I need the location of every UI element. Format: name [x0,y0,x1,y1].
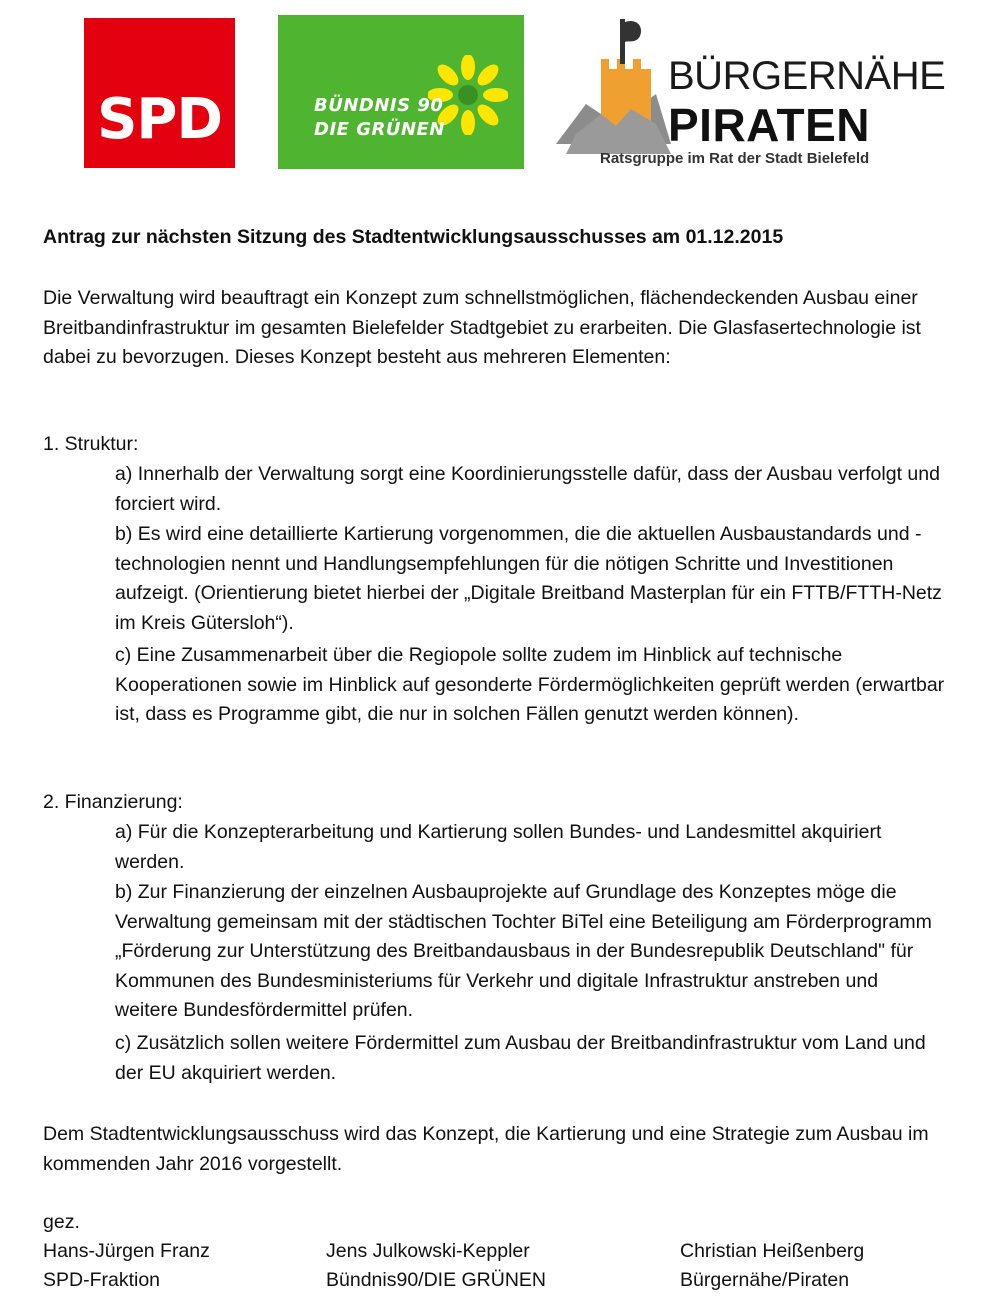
piraten-logo-name1: BÜRGERNÄHE [668,54,946,98]
castle-flag-icon [556,14,676,164]
closing-paragraph: Dem Stadtentwicklungsausschuss wird das Konzept, die Kartierung und eine Strategie zum Ausbau im kommenden Jahr 2016 vorgestellt. [43,1123,929,1175]
document-title: Antrag zur nächsten Sitzung des Stadtentwicklungsausschusses am 01.12.2015 [43,226,784,248]
intro-paragraph: Die Verwaltung wird beauftragt ein Konzept zum schnellstmöglichen, flächendeckenden Ausbau einer Breitbandinfrastruktur im gesamten Bielefelder Stadtgebiet zu erarbeiten. Die Glasfasertechnologie ist dabei zu bevorzugen. Dieses Konzept besteht aus mehreren Elementen: [43,287,921,369]
spd-logo [84,18,235,168]
spd-logo-text: SPD [97,87,222,152]
section1-item-a: a) Innerhalb der Verwaltung sorgt eine Koordinierungsstelle dafür, dass der Ausbau verfolgt und forciert wird. [115,463,940,515]
signatory-name: Jens Julkowski-Keppler [326,1240,530,1262]
signatory-name: Christian Heißenberg [680,1240,865,1262]
signatory-group: SPD-Fraktion [43,1269,161,1291]
signatory-name: Hans-Jürgen Franz [43,1240,210,1262]
section1-heading: 1. Struktur: [43,433,139,455]
section2-item-c: c) Zusätzlich sollen weitere Fördermittel zum Ausbau der Breitbandinfrastruktur vom Land und der EU akquiriert werden. [115,1032,926,1084]
gez-label: gez. [43,1211,80,1233]
section2-item-a: a) Für die Konzepterarbeitung und Kartierung sollen Bundes- und Landesmittel akquiriert werden. [115,821,882,873]
gruene-logo [278,15,524,169]
piraten-logo [548,14,946,168]
piraten-logo-subtitle: Ratsgruppe im Rat der Stadt Bielefeld [600,150,870,167]
piraten-logo-name2: PIRATEN [668,99,870,151]
section1-item-c: c) Eine Zusammenarbeit über die Regiopole sollte zudem im Hinblick auf technische Kooperationen sowie im Hinblick auf gesonderte Fördermöglichkeiten geprüft werden (erwartbar ist, dass es Programme gibt, die nur in solchen Fällen genutzt werden können). [115,644,945,726]
gruene-logo-line2: DIE GRÜNEN [314,119,445,140]
section2-heading: 2. Finanzierung: [43,791,183,813]
signatory-group: Bündnis90/DIE GRÜNEN [326,1269,547,1291]
section2-item-b: b) Zur Finanzierung der einzelnen Ausbauprojekte auf Grundlage des Konzeptes möge die Verwaltung gemeinsam mit der städtischen Tochter BiTel eine Beteiligung am Förderprogramm „Förderung zur Unterstützung des Breitbandausbaus in der Bundesrepublik Deutschland" für Kommunen des Bundesministeriums für Verkehr und digitale Infrastruktur anstreben und weitere Bundesfördermittel prüfen. [115,881,932,1022]
gruene-logo-line1: BÜNDNIS 90 [314,95,444,116]
signatory-group: Bürgernähe/Piraten [680,1269,850,1291]
section1-item-b: b) Es wird eine detaillierte Kartierung vorgenommen, die die aktuellen Ausbaustandards und -technologien nennt und Handlungsempfehlungen für die nötigen Schritte und Investitionen aufzeigt. (Orientierung bietet hierbei der „Digitale Breitband Masterplan für ein FTTB/FTTH-Netz im Kreis Gütersloh“). [115,523,942,634]
